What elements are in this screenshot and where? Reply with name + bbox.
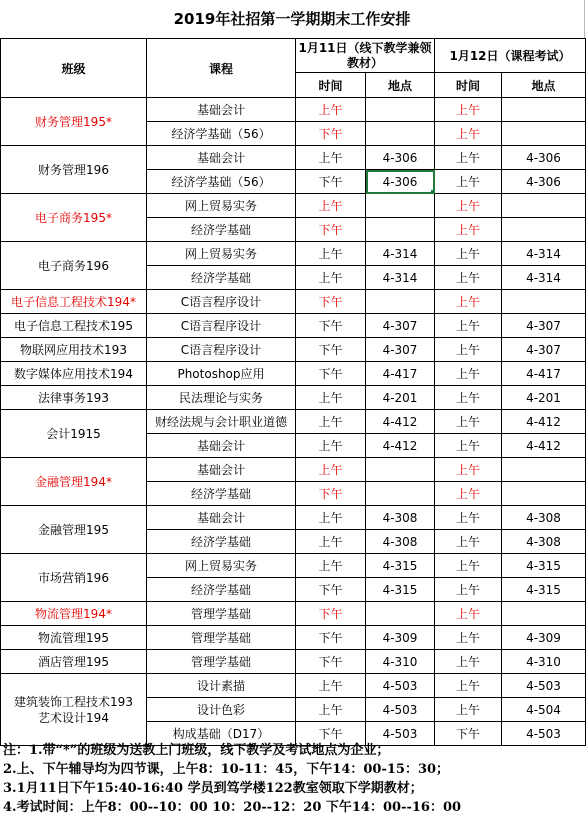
day2-place-cell[interactable]: 4-412 <box>502 410 586 434</box>
course-cell[interactable]: 基础会计 <box>147 146 296 170</box>
day2-place-cell[interactable]: 4-314 <box>502 266 586 290</box>
course-cell[interactable]: 构成基础（D17） <box>147 722 296 746</box>
course-cell[interactable]: 设计素描 <box>147 674 296 698</box>
day2-place-cell[interactable] <box>502 122 586 146</box>
day2-time-cell[interactable]: 上午 <box>435 122 502 146</box>
day1-time-cell[interactable]: 上午 <box>296 530 366 554</box>
day2-place-cell[interactable]: 4-306 <box>502 170 586 194</box>
day2-place-cell[interactable]: 4-307 <box>502 314 586 338</box>
day1-place-cell[interactable]: 4-306 <box>366 146 435 170</box>
day2-time-cell[interactable]: 上午 <box>435 266 502 290</box>
course-cell[interactable]: 基础会计 <box>147 434 296 458</box>
course-cell[interactable]: 基础会计 <box>147 506 296 530</box>
table-row <box>1 338 586 362</box>
day1-place-cell[interactable]: 4-503 <box>366 698 435 722</box>
table-row <box>1 650 586 674</box>
day2-place-cell[interactable] <box>502 458 586 482</box>
header-day1 <box>296 39 435 73</box>
day1-time-cell[interactable]: 上午 <box>296 458 366 482</box>
course-cell[interactable]: 基础会计 <box>147 458 296 482</box>
class-cell[interactable]: 数字媒体应用技术194 <box>1 362 147 386</box>
day2-place-cell[interactable]: 4-310 <box>502 650 586 674</box>
table-row <box>1 242 586 266</box>
course-cell[interactable]: 管理学基础 <box>147 602 296 626</box>
course-cell[interactable]: 民法理论与实务 <box>147 386 296 410</box>
day2-place-cell[interactable]: 4-308 <box>502 530 586 554</box>
day2-place-cell[interactable]: 4-417 <box>502 362 586 386</box>
class-cell[interactable]: 电子信息工程技术194* <box>1 290 147 314</box>
note-line-4: 4.考试时间：上午8：00--10：00 10：20--12：20 下午14：00--16：00 <box>3 800 462 815</box>
day1-place-cell[interactable]: 4-503 <box>366 722 435 746</box>
day1-time-cell[interactable]: 上午 <box>296 698 366 722</box>
day2-time-cell[interactable]: 上午 <box>435 146 502 170</box>
schedule-table <box>0 38 586 746</box>
day2-place-cell[interactable] <box>502 218 586 242</box>
sheet-title: 2019年社招第一学期期末工作安排 <box>0 0 585 38</box>
class-cell[interactable]: 电子信息工程技术195 <box>1 314 147 338</box>
day1-time-cell[interactable]: 上午 <box>296 434 366 458</box>
day2-time-cell[interactable]: 上午 <box>435 626 502 650</box>
day2-time-cell[interactable]: 上午 <box>435 698 502 722</box>
day1-place-cell[interactable]: 4-315 <box>366 554 435 578</box>
day2-place-cell[interactable]: 4-315 <box>502 578 586 602</box>
day1-time-cell[interactable]: 上午 <box>296 386 366 410</box>
course-cell[interactable]: 经济学基础 <box>147 218 296 242</box>
day2-place-cell[interactable]: 4-307 <box>502 338 586 362</box>
day2-place-cell[interactable]: 4-503 <box>502 674 586 698</box>
day1-time-cell[interactable]: 上午 <box>296 674 366 698</box>
header-day1-place: 地点 <box>366 73 435 98</box>
day1-time-cell[interactable]: 下午 <box>296 338 366 362</box>
class-cell[interactable]: 市场营销196 <box>1 554 147 602</box>
class-cell[interactable]: 会计1915 <box>1 410 147 458</box>
day1-place-cell[interactable] <box>366 194 435 218</box>
course-cell[interactable]: C语言程序设计 <box>147 314 296 338</box>
course-cell[interactable]: C语言程序设计 <box>147 338 296 362</box>
day2-place-cell[interactable] <box>502 194 586 218</box>
table-row <box>1 386 586 410</box>
day2-time-cell[interactable]: 上午 <box>435 410 502 434</box>
table-row <box>1 194 586 218</box>
course-cell[interactable]: 经济学基础 <box>147 266 296 290</box>
day1-time-cell[interactable]: 上午 <box>296 266 366 290</box>
table-row <box>1 554 586 578</box>
day1-time-cell[interactable]: 下午 <box>296 122 366 146</box>
table-row <box>1 98 586 122</box>
course-cell[interactable]: 基础会计 <box>147 98 296 122</box>
class-cell[interactable]: 电子商务196 <box>1 242 147 290</box>
day1-time-cell[interactable]: 上午 <box>296 98 366 122</box>
day2-place-cell[interactable]: 4-201 <box>502 386 586 410</box>
day1-place-cell[interactable]: 4-412 <box>366 434 435 458</box>
day2-time-cell[interactable]: 上午 <box>435 290 502 314</box>
course-cell[interactable]: 财经法规与会计职业道德 <box>147 410 296 434</box>
day1-place-cell[interactable]: 4-309 <box>366 626 435 650</box>
day2-place-cell[interactable]: 4-308 <box>502 506 586 530</box>
day1-time-cell[interactable]: 下午 <box>296 626 366 650</box>
day1-time-cell[interactable]: 上午 <box>296 554 366 578</box>
day1-place-cell[interactable]: 4-307 <box>366 314 435 338</box>
day2-time-cell[interactable]: 上午 <box>435 578 502 602</box>
table-row <box>1 506 586 530</box>
table-row <box>1 626 586 650</box>
class-cell[interactable]: 电子商务195* <box>1 194 147 242</box>
day1-time-cell[interactable]: 下午 <box>296 170 366 194</box>
day2-time-cell[interactable]: 上午 <box>435 362 502 386</box>
day2-place-cell[interactable]: 4-309 <box>502 626 586 650</box>
table-row <box>1 410 586 434</box>
day1-place-cell[interactable]: 4-201 <box>366 386 435 410</box>
header-day2: 1月12日（课程考试） <box>435 39 586 73</box>
day2-time-cell[interactable]: 上午 <box>435 314 502 338</box>
class-cell[interactable]: 物流管理195 <box>1 626 147 650</box>
table-row <box>1 362 586 386</box>
schedule-body <box>1 98 586 746</box>
day1-time-cell[interactable]: 下午 <box>296 314 366 338</box>
day1-place-cell[interactable]: 4-307 <box>366 338 435 362</box>
table-row <box>1 146 586 170</box>
day2-time-cell[interactable]: 上午 <box>435 482 502 506</box>
class-cell[interactable]: 物联网应用技术193 <box>1 338 147 362</box>
day1-time-cell[interactable]: 下午 <box>296 650 366 674</box>
day1-time-cell[interactable]: 上午 <box>296 410 366 434</box>
day2-place-cell[interactable] <box>502 602 586 626</box>
day2-time-cell[interactable]: 上午 <box>435 530 502 554</box>
day2-place-cell[interactable]: 4-503 <box>502 722 586 746</box>
day2-time-cell[interactable]: 上午 <box>435 674 502 698</box>
day2-time-cell[interactable]: 上午 <box>435 554 502 578</box>
note-line-1: 注：1.带“*”的班级为送教上门班级，线下教学及考试地点为企业； <box>3 743 390 758</box>
table-row <box>1 602 586 626</box>
day1-time-cell[interactable]: 下午 <box>296 578 366 602</box>
header-day2-time: 时间 <box>435 73 502 98</box>
day1-place-cell[interactable]: 4-315 <box>366 578 435 602</box>
course-cell[interactable]: 设计色彩 <box>147 698 296 722</box>
day1-place-cell[interactable] <box>366 122 435 146</box>
class-cell[interactable]: 财务管理196 <box>1 146 147 194</box>
day1-place-cell[interactable] <box>366 98 435 122</box>
day1-place-cell[interactable]: 4-308 <box>366 530 435 554</box>
course-cell[interactable]: 经济学基础 <box>147 578 296 602</box>
day1-place-cell[interactable]: 4-412 <box>366 410 435 434</box>
course-cell[interactable]: 经济学基础 <box>147 530 296 554</box>
day1-place-cell[interactable]: 4-310 <box>366 650 435 674</box>
course-cell[interactable]: 经济学基础（56） <box>147 122 296 146</box>
class-cell[interactable]: 金融管理195 <box>1 506 147 554</box>
table-row <box>1 290 586 314</box>
notes <box>0 741 585 817</box>
day2-place-cell[interactable]: 4-504 <box>502 698 586 722</box>
day1-place-cell[interactable] <box>366 482 435 506</box>
day2-place-cell[interactable]: 4-315 <box>502 554 586 578</box>
day2-place-cell[interactable]: 4-306 <box>502 146 586 170</box>
header-day2-place: 地点 <box>502 73 586 98</box>
day2-time-cell[interactable]: 上午 <box>435 218 502 242</box>
header-course: 课程 <box>147 39 296 98</box>
class-cell[interactable]: 法律事务193 <box>1 386 147 410</box>
day1-time-cell[interactable]: 下午 <box>296 482 366 506</box>
day2-time-cell[interactable]: 上午 <box>435 98 502 122</box>
course-cell[interactable]: 经济学基础 <box>147 482 296 506</box>
course-cell[interactable]: 网上贸易实务 <box>147 554 296 578</box>
day1-time-cell[interactable]: 下午 <box>296 362 366 386</box>
day1-place-cell[interactable]: 4-314 <box>366 266 435 290</box>
day2-time-cell[interactable]: 上午 <box>435 194 502 218</box>
day1-place-cell[interactable] <box>366 290 435 314</box>
class-cell[interactable]: 酒店管理195 <box>1 650 147 674</box>
class-cell[interactable]: 物流管理194* <box>1 602 147 626</box>
day1-time-cell[interactable]: 上午 <box>296 146 366 170</box>
course-cell[interactable]: 网上贸易实务 <box>147 242 296 266</box>
day1-time-cell[interactable]: 上午 <box>296 506 366 530</box>
table-row <box>1 458 586 482</box>
day1-place-cell[interactable]: 4-314 <box>366 242 435 266</box>
header-class: 班级 <box>1 39 147 98</box>
class-cell[interactable]: 金融管理194* <box>1 458 147 506</box>
header-day1-label: 1月11日（线下教学兼领教材） <box>298 40 432 70</box>
course-cell[interactable]: 管理学基础 <box>147 650 296 674</box>
day2-place-cell[interactable]: 4-314 <box>502 242 586 266</box>
day2-time-cell[interactable]: 上午 <box>435 506 502 530</box>
note-line-3: 3.1月11日下午15:40-16:40 学员到笃学楼122教室领取下学期教材； <box>3 781 423 796</box>
day1-place-cell[interactable] <box>366 458 435 482</box>
day2-time-cell[interactable]: 上午 <box>435 458 502 482</box>
day2-place-cell[interactable] <box>502 98 586 122</box>
course-cell[interactable]: Photoshop应用 <box>147 362 296 386</box>
day2-time-cell[interactable]: 上午 <box>435 434 502 458</box>
day1-time-cell[interactable]: 下午 <box>296 722 366 746</box>
day2-time-cell[interactable]: 上午 <box>435 338 502 362</box>
header-day1-time: 时间 <box>296 73 366 98</box>
class-cell[interactable]: 建筑装饰工程技术193 艺术设计194 <box>1 674 147 746</box>
day1-place-cell[interactable] <box>366 218 435 242</box>
day2-place-cell[interactable] <box>502 290 586 314</box>
day1-place-cell[interactable]: 4-503 <box>366 674 435 698</box>
day1-time-cell[interactable]: 下午 <box>296 290 366 314</box>
day1-time-cell[interactable]: 下午 <box>296 218 366 242</box>
course-cell[interactable]: 管理学基础 <box>147 626 296 650</box>
day2-place-cell[interactable] <box>502 482 586 506</box>
day1-place-cell[interactable]: 4-306 <box>366 170 435 194</box>
day1-place-cell[interactable]: 4-417 <box>366 362 435 386</box>
note-line-2: 2.上、下午辅导均为四节课，上午8：10-11：45，下午14：00-15：30； <box>3 762 450 777</box>
day1-time-cell[interactable]: 上午 <box>296 242 366 266</box>
day2-time-cell[interactable]: 上午 <box>435 170 502 194</box>
day2-time-cell[interactable]: 下午 <box>435 722 502 746</box>
course-cell[interactable]: 经济学基础（56） <box>147 170 296 194</box>
day1-time-cell[interactable]: 下午 <box>296 602 366 626</box>
class-cell[interactable]: 财务管理195* <box>1 98 147 146</box>
day1-place-cell[interactable]: 4-308 <box>366 506 435 530</box>
course-cell[interactable]: C语言程序设计 <box>147 290 296 314</box>
day1-place-cell[interactable] <box>366 602 435 626</box>
day2-time-cell[interactable]: 上午 <box>435 602 502 626</box>
table-row <box>1 674 586 698</box>
day2-time-cell[interactable]: 上午 <box>435 242 502 266</box>
table-row <box>1 314 586 338</box>
course-cell[interactable]: 网上贸易实务 <box>147 194 296 218</box>
day2-place-cell[interactable]: 4-412 <box>502 434 586 458</box>
day2-time-cell[interactable]: 上午 <box>435 386 502 410</box>
day2-time-cell[interactable]: 上午 <box>435 650 502 674</box>
day1-time-cell[interactable]: 上午 <box>296 194 366 218</box>
